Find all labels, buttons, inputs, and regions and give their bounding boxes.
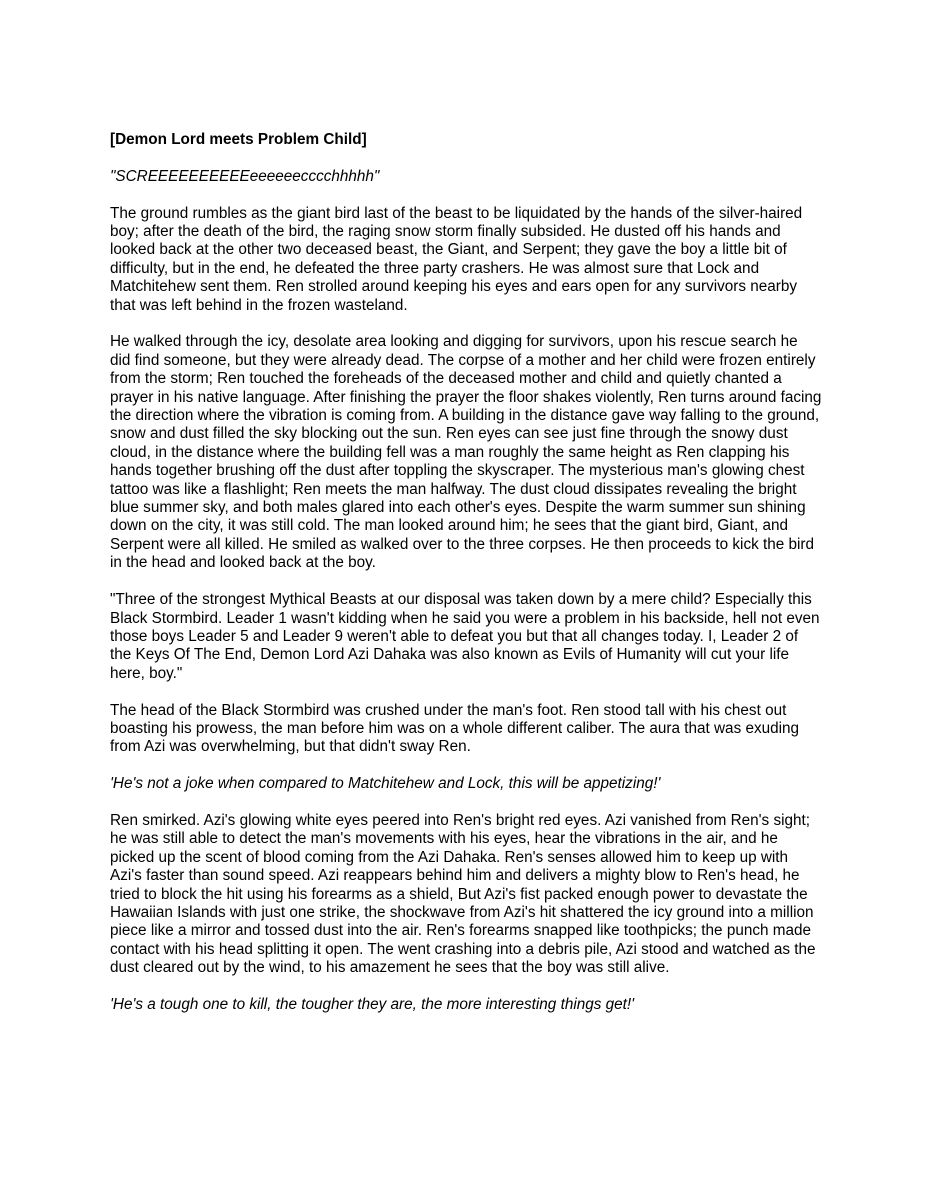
document-page (110, 131, 822, 1033)
thought-azi: 'He's a tough one to kill, the tougher they are, the more interesting things get!' (110, 995, 635, 1013)
sound-effect-line: "SCREEEEEEEEEEeeeeeecccchhhhh" (110, 167, 380, 185)
paragraph-2: He walked through the icy, desolate area looking and digging for survivors, upon his rescue search he did find someone, but they were already dead. The corpse of a mother and her child were frozen entirely from the storm; Ren touched the foreheads of the deceased mother and child and quietly chanted a prayer in his native language. After finishing the prayer the floor shakes violently, Ren turns around facing the direction where the vibration is coming from. A building in the distance gave way falling to the ground, snow and dust filled the sky blocking out the sun. Ren eyes can see just fine through the snowy dust cloud, in the distance where the building fell was a man roughly the same height as Ren clapping his hands together brushing off the dust after toppling the skyscraper. The mysterious man's glowing chest tattoo was like a flashlight; Ren meets the man halfway. The dust cloud dissipates revealing the bright blue summer sky, and both males glared into each other's eyes. Despite the warm summer sun shining down on the city, it was still cold. The man looked around him; he sees that the giant bird, Giant, and Serpent were all killed. He smiled as walked over to the three corpses. He then proceeds to kick the bird in the head and looked back at the boy. (110, 333, 822, 572)
thought-ren: 'He's not a joke when compared to Matchitehew and Lock, this will be appetizing!' (110, 775, 661, 793)
paragraph-1: The ground rumbles as the giant bird last of the beast to be liquidated by the hands of the silver-haired boy; after the death of the bird, the raging snow storm finally subsided. He dusted off his hands and looked back at the other two deceased beast, the Giant, and Serpent; they gave the boy a little bit of difficulty, but in the end, he defeated the three party crashers. He was almost sure that Lock and Matchitehew sent them. Ren strolled around keeping his eyes and ears open for any survivors nearby that was left behind in the frozen wasteland. (110, 204, 803, 314)
chapter-title: [Demon Lord meets Problem Child] (110, 131, 367, 148)
paragraph-4: Ren smirked. Azi's glowing white eyes peered into Ren's bright red eyes. Azi vanished from Ren's sight; he was still able to detect the man's movements with his eyes, hear the vibrations in the air, and he picked up the scent of blood coming from the Azi Dahaka. Ren's senses allowed him to keep up with Azi's faster than sound speed. Azi reappears behind him and delivers a mighty blow to Ren's head, he tried to block the hit using his forearms as a shield, But Azi's fist packed enough power to devastate the Hawaiian Islands with just one strike, the shockwave from Azi's hit shattered the icy ground into a million piece like a mirror and tossed dust into the air. Ren's forearms snapped like toothpicks; the punch made contact with his head splitting it open. The went crashing into a debris pile, Azi stood and watched as the dust cleared out by the wind, to his amazement he sees that the boy was still alive. (110, 811, 816, 977)
dialogue-azi: "Three of the strongest Mythical Beasts at our disposal was taken down by a mere child? Especially this Black Stormbird. Leader 1 wasn't kidding when he said you were a problem in his backside, hell not even those boys Leader 5 and Leader 9 weren't able to defeat you but that all changes today. I, Leader 2 of the Keys Of The End, Demon Lord Azi Dahaka was also known as Evils of Humanity will cut your life here, boy." (110, 591, 820, 682)
paragraph-3: The head of the Black Stormbird was crushed under the man's foot. Ren stood tall with his chest out boasting his prowess, the man before him was on a whole different caliber. The aura that was exuding from Azi was overwhelming, but that didn't sway Ren. (110, 701, 800, 756)
